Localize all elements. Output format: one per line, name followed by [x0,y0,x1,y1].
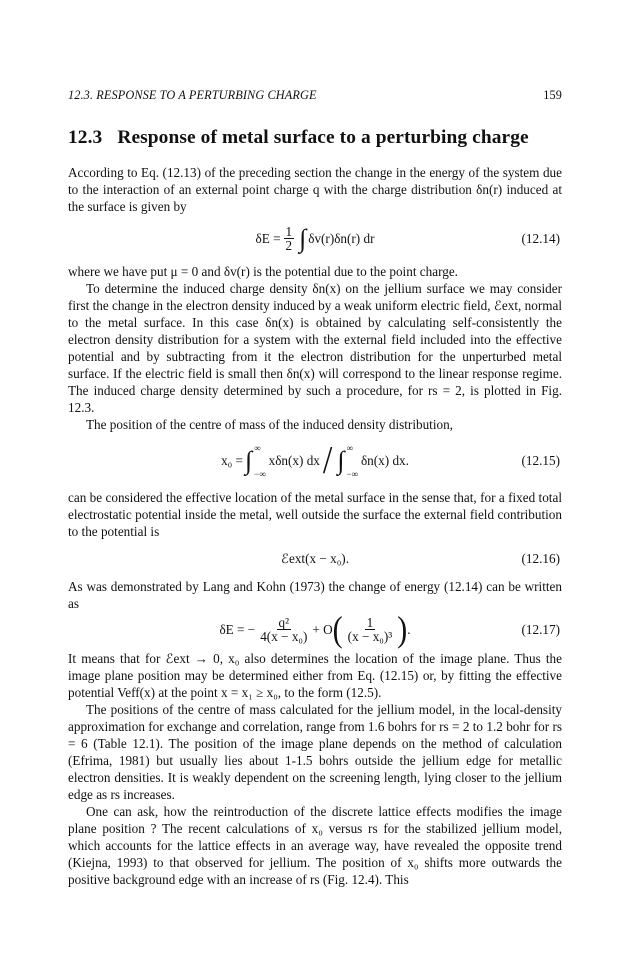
left-paren: ( [332,609,343,650]
eq17-end: . [407,622,411,637]
eq15-denominator: δn(x) dx. [360,453,409,468]
paragraph-8: The positions of the centre of mass calculated for the jellium model, in the local-density approximation for exchange and correlation, range from 1.6 bohrs for rs = 2 to 1.2 bohr for rs = 6 (Table 12.1). The position of the image plane depends on the method of calculation (Efrima, 1981) but usually lies about 1-1.5 bohrs outside the jellium edge for metallic electron densities. It is weakly dependent on the screening length, lying closer to the jellium edge as rs increases. [68,702,562,802]
integral-limits: ∞ −∞ [346,443,358,479]
paragraph-2: where we have put μ = 0 and δv(r) is the potential due to the point charge. [68,264,458,279]
paragraph-1: According to Eq. (12.13) of the preceding section the change in the energy of the system due to the interaction of an external point charge q with the charge distribution δn(r) induced at the surface is given by [68,165,562,214]
eq15-lhs: x₀ = [221,453,243,468]
equation-number: (12.17) [521,622,560,637]
eq17-fraction-1: $\frac{\text{q²}}{\text{4(x − x₀)}}$ [260,615,308,644]
section-title: Response of metal surface to a perturbing charge [117,127,529,148]
division-slash: / [322,439,333,482]
eq16-body: ℰext(x − x₀). [281,551,349,566]
eq14-lhs: δE = [255,231,281,246]
integral-sign: ∫ [299,224,307,253]
paragraph-7: It means that for ℰext → 0, x₀ also determines the location of the image plane. Thus the image plane position may be determined either from Eq. (12.15) or, by fitting the effective potential Veff(x) at the point x = x₁ ≥ x₀, to the form (12.5). [68,651,562,700]
equation-12-14 [68,215,562,263]
page-body [68,88,562,888]
eq14-fraction: $\frac{1}{2}$ [285,224,293,253]
paragraph-6: As was demonstrated by Lang and Kohn (1973) the change of energy (12.14) can be written as [68,579,562,611]
eq17-fraction-2: $\frac{1}{\text{(x − x₀)³}}$ [347,615,393,644]
section-heading [68,127,562,149]
equation-12-17 [68,610,562,650]
equation-12-16 [68,540,562,578]
integral-limits: ∞ −∞ [254,443,266,479]
equation-number: (12.16) [521,551,560,566]
section-number: 12.3 [68,127,103,148]
eq17-mid: + O [312,622,333,637]
equation-number: (12.14) [521,231,560,246]
running-header [68,88,562,103]
page-number: 159 [543,88,562,102]
integral-sign: ∫ [337,446,345,475]
equation-12-15 [68,433,562,489]
paragraph-4: The position of the centre of mass of the induced density distribution, [86,417,453,432]
paragraph-9: One can ask, how the reintroduction of the discrete lattice effects modifies the image plane position ? The recent calculations of x₀ versus rs for the stabilized jellium model, which accounts for the lattice effects in an average way, have revealed the opposite trend (Kiejna, 1993) to that observed for jellium. The position of x₀ shifts more outwards the positive background edge with an increase of rs (Fig. 12.4). This [68,804,562,887]
integral-sign: ∫ [245,446,253,475]
paragraph-5: can be considered the effective location of the metal surface in the sense that, for a fixed total electrostatic potential inside the metal, well outside the surface the external field contribution to the potential is [68,490,562,539]
running-head-title: 12.3. RESPONSE TO A PERTURBING CHARGE [68,88,317,102]
paragraph-3: To determine the induced charge density δn(x) on the jellium surface we may consider first the change in the electron density induced by a weak uniform electric field, ℰext, normal to the metal surface. In this case δn(x) is obtained by calculating self-consistently the electron density distribution for a system with the external field included into the effective potential and by subtracting from it the electron distribution for the unperturbed metal surface. If the electric field is small then δn(x) will correspond to the linear response regime. The induced charge density determined by such a procedure, for rs = 2, is plotted in Fig. 12.3. [68,281,562,415]
equation-number: (12.15) [521,453,560,468]
eq17-lhs: δE = − [219,622,256,637]
right-paren: ) [397,609,408,650]
eq14-body: δv(r)δn(r) dr [308,231,375,246]
eq15-numerator: xδn(x) dx [268,453,320,468]
